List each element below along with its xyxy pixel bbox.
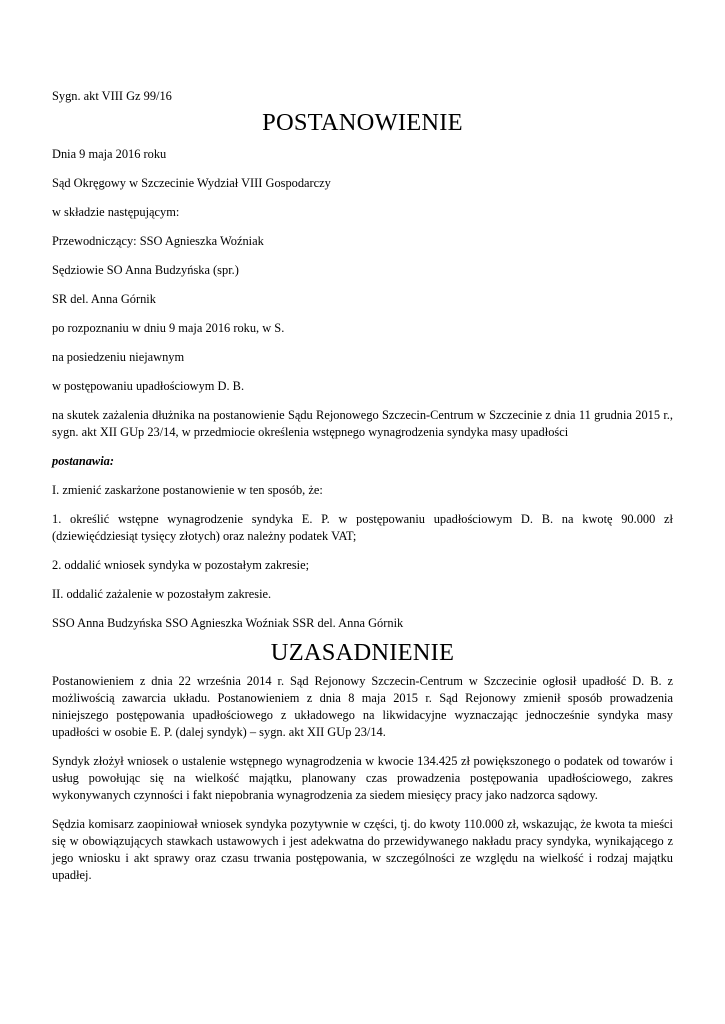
justification-paragraph-1: Postanowieniem z dnia 22 września 2014 r. Sąd Rejonowy Szczecin-Centrum w Szczecinie ogłosił upadłość D. B. z możliwością zawarcia układu. Postanowieniem z dnia 8 maja 2015 r. Sąd Rejonowy zmienił sposób prowadzenia niniejszego postępowania upadłościowego z układowego na likwidacyjne wyznaczając jednocześnie syndyka masy upadłości w osobie E. P. (dalej syndyk) – sygn. akt XII GUp 23/14. (52, 674, 673, 739)
justification-title: UZASADNIENIE (270, 639, 455, 666)
decrees-heading: postanawia: (52, 454, 114, 468)
court-name: Sąd Okręgowy w Szczecinie Wydział VIII Gospodarczy (52, 176, 331, 190)
decree-item-1: 1. określić wstępne wynagrodzenie syndyka E. P. w postępowaniu upadłościowym D. B. na kwotę 90.000 zł (dziewięćdziesiąt tysięcy złotych) oraz należny podatek VAT; (52, 512, 673, 543)
delegated-judge: SR del. Anna Górnik (52, 292, 156, 306)
decree-item-I: I. zmienić zaskarżone postanowienie w ten sposób, że: (52, 483, 323, 497)
justification-paragraph-3: Sędzia komisarz zaopiniował wniosek syndyka pozytywnie w części, tj. do kwoty 110.000 zł, wskazując, że kwota ta mieści się w obowiązujących stawkach ustawowych i jest adekwatna do przewidywanego nakładu pracy syndyka, wynikającego z jego wniosku i akt sprawy oraz czasu trwania postępowania, w szczególności ze względu na wielkość i rodzaj majątku upadłej. (52, 817, 673, 882)
composition-intro: w składzie następującym: (52, 205, 180, 219)
decree-item-2: 2. oddalić wniosek syndyka w pozostałym zakresie; (52, 558, 310, 572)
justification-paragraph-2: Syndyk złożył wniosek o ustalenie wstępnego wynagrodzenia w kwocie 134.425 zł powiększonego o podatek od towarów i usług powołując się na wielkość majątku, planowany czas prowadzenia postępowania upadłościowego, zakres wykonywanych czynności i fakt niepobrania wynagrodzenia za siedem miesięcy pracy jako nadzorca sądowy. (52, 754, 673, 802)
document-page (52, 88, 673, 896)
case-reference: Sygn. akt VIII Gz 99/16 (52, 89, 172, 103)
presiding-judge: Przewodniczący: SSO Agnieszka Woźniak (52, 234, 264, 248)
decision-date: Dnia 9 maja 2016 roku (52, 147, 167, 161)
decision-title: POSTANOWIENIE (262, 109, 463, 136)
signatures: SSO Anna Budzyńska SSO Agnieszka Woźniak SSR del. Anna Górnik (52, 616, 404, 630)
proceedings-info: w postępowaniu upadłościowym D. B. (52, 379, 245, 393)
session-type: na posiedzeniu niejawnym (52, 350, 185, 364)
judges: Sędziowie SO Anna Budzyńska (spr.) (52, 263, 239, 277)
hearing-info: po rozpoznaniu w dniu 9 maja 2016 roku, w S. (52, 321, 285, 335)
decree-item-II: II. oddalić zażalenie w pozostałym zakresie. (52, 587, 272, 601)
complaint-paragraph: na skutek zażalenia dłużnika na postanowienie Sądu Rejonowego Szczecin-Centrum w Szczecinie z dnia 11 grudnia 2015 r., sygn. akt XII GUp 23/14, w przedmiocie określenia wstępnego wynagrodzenia syndyka masy upadłości (52, 408, 673, 439)
